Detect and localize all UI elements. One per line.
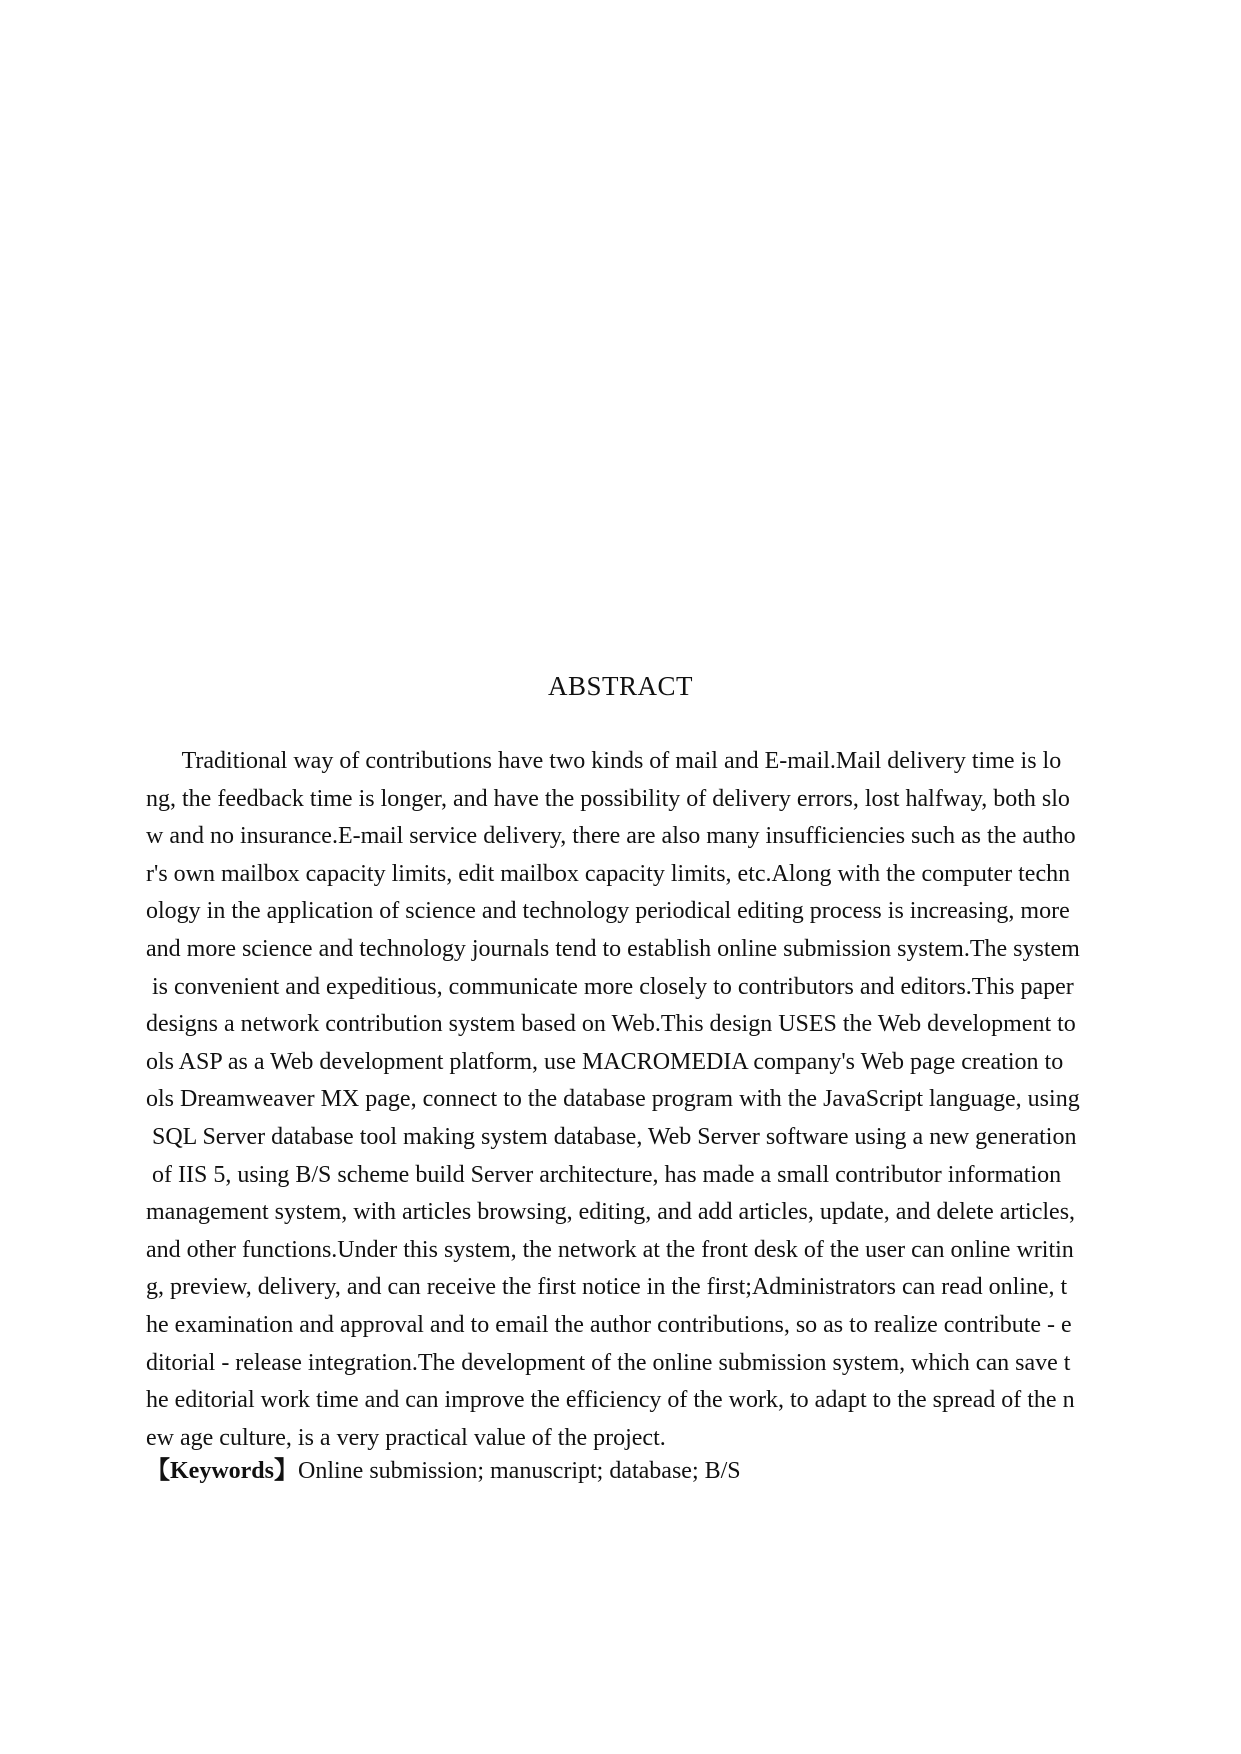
- abstract-line: and other functions.Under this system, the network at the front desk of the user can online writin: [146, 1236, 1074, 1263]
- abstract-line: ditorial - release integration.The development of the online submission system, which can save t: [146, 1349, 1071, 1376]
- abstract-line: r's own mailbox capacity limits, edit mailbox capacity limits, etc.Along with the computer techn: [146, 860, 1071, 887]
- keywords-line: [146, 1455, 741, 1487]
- abstract-line: Traditional way of contributions have two kinds of mail and E-mail.Mail delivery time is lo: [146, 748, 1062, 774]
- abstract-line: of IIS 5, using B/S scheme build Server architecture, has made a small contributor information: [146, 1161, 1062, 1188]
- abstract-line: ng, the feedback time is longer, and have the possibility of delivery errors, lost halfway, both slo: [146, 785, 1070, 812]
- abstract-line: w and no insurance.E-mail service delivery, there are also many insufficiencies such as the autho: [146, 823, 1076, 850]
- abstract-title: ABSTRACT: [547, 671, 694, 701]
- keywords-text: Online submission; manuscript; database; B/S: [298, 1458, 741, 1484]
- abstract-line: SQL Server database tool making system database, Web Server software using a new generation: [146, 1123, 1077, 1150]
- keywords-label: 【Keywords】: [146, 1458, 298, 1484]
- abstract-line: he editorial work time and can improve the efficiency of the work, to adapt to the spread of the n: [146, 1387, 1075, 1414]
- abstract-line: and more science and technology journals tend to establish online submission system.The system: [146, 935, 1080, 962]
- abstract-line: ols Dreamweaver MX page, connect to the database program with the JavaScript language, using: [146, 1086, 1080, 1113]
- abstract-line: ew age culture, is a very practical value of the project.: [146, 1424, 666, 1451]
- abstract-line: designs a network contribution system based on Web.This design USES the Web development to: [146, 1011, 1076, 1038]
- abstract-line: management system, with articles browsing, editing, and add articles, update, and delete articles,: [146, 1199, 1076, 1226]
- abstract-body: [146, 743, 1126, 1457]
- abstract-line: is convenient and expeditious, communicate more closely to contributors and editors.This paper: [146, 973, 1074, 1000]
- abstract-line: ology in the application of science and technology periodical editing process is increasing, more: [146, 898, 1070, 925]
- abstract-line: g, preview, delivery, and can receive the first notice in the first;Administrators can read online, t: [146, 1274, 1068, 1301]
- abstract-line: he examination and approval and to email the author contributions, so as to realize contribute - e: [146, 1311, 1072, 1338]
- abstract-line: ols ASP as a Web development platform, use MACROMEDIA company's Web page creation to: [146, 1048, 1064, 1075]
